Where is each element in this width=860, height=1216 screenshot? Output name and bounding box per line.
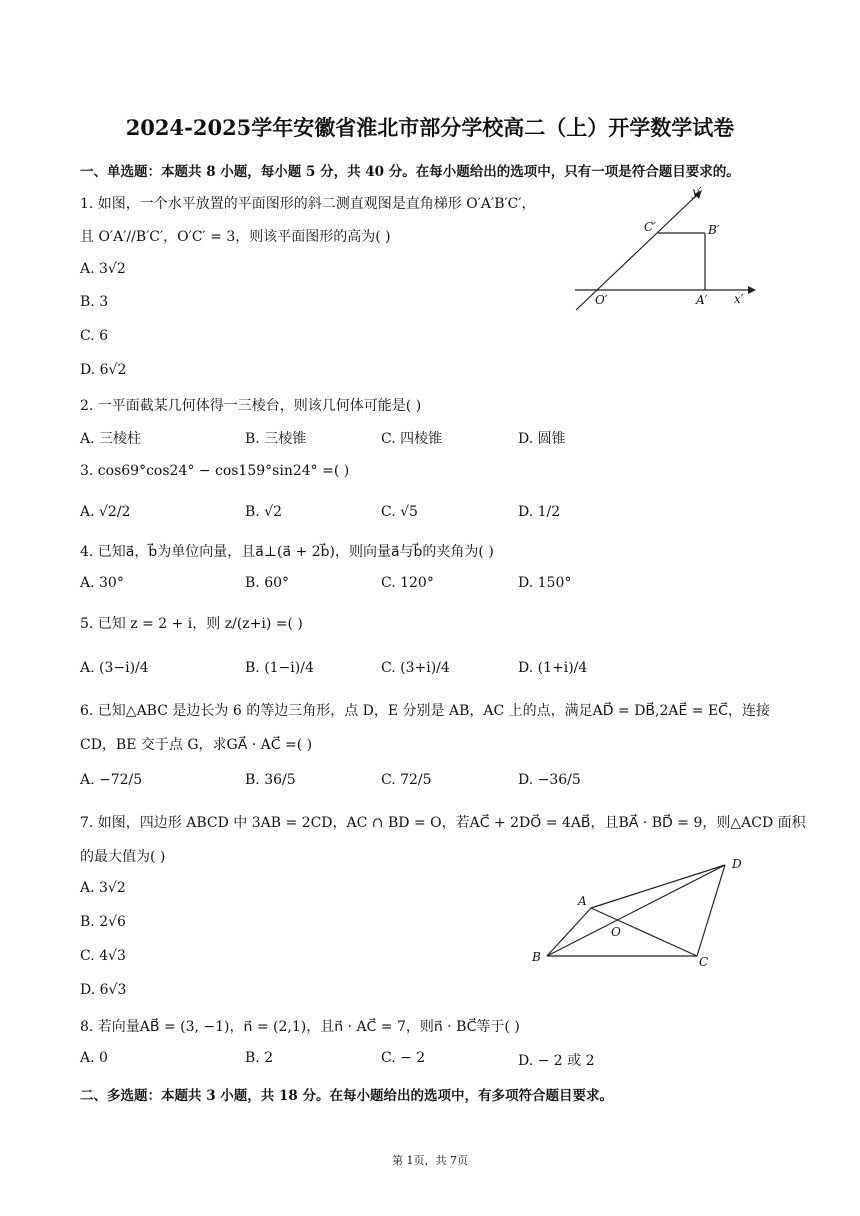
figure-quadrilateral-abcd	[525, 850, 755, 975]
question-7-line-2: 的最大值为( )	[80, 849, 166, 865]
question-6-line-1: 6. 已知△ABC 是边长为 6 的等边三角形，点 D，E 分别是 AB，AC 上的点，满足AD⃗ = DB⃗,2AE⃗ = EC⃗，连接	[80, 703, 770, 719]
question-5-option-c: C. (3+i)/4	[381, 660, 450, 676]
question-4-option-a: A. 30°	[80, 575, 124, 591]
question-6-option-a: A. −72/5	[80, 772, 143, 788]
fig2-label-o: O	[611, 925, 621, 939]
question-8-option-c: C. − 2	[381, 1050, 426, 1066]
question-6-option-d: D. −36/5	[518, 772, 581, 788]
question-7-option-d: D. 6√3	[80, 982, 127, 998]
question-1-option-c: C. 6	[80, 328, 109, 344]
page-title: 2024-2025学年安徽省淮北市部分学校高二（上）开学数学试卷	[125, 115, 735, 140]
fig2-label-d: D	[732, 857, 742, 871]
question-3-option-d: D. 1/2	[518, 504, 561, 520]
question-3-line-1: 3. cos69°cos24° − cos159°sin24° =( )	[80, 463, 350, 479]
question-2-line-1: 2. 一平面截某几何体得一三棱台，则该几何体可能是( )	[80, 398, 422, 414]
question-6-line-2: CD，BE 交于点 G，求GA⃗ · AC⃗ =( )	[80, 737, 313, 753]
question-7-line-1: 7. 如图，四边形 ABCD 中 3AB = 2CD，AC ∩ BD = O，若AC⃗ + 2DO⃗ = 4AB⃗，且BA⃗ · BD⃗ = 9，则△ACD 面积	[80, 815, 806, 831]
page-footer: 第 1页，共 7页	[392, 1154, 468, 1167]
question-3-option-a: A. √2/2	[80, 504, 131, 520]
question-5-option-a: A. (3−i)/4	[80, 660, 149, 676]
question-5-option-b: B. (1−i)/4	[245, 660, 314, 676]
fig2-label-a: A	[578, 894, 587, 908]
fig1-label-b: B′	[708, 223, 720, 237]
question-8-line-1: 8. 若向量AB⃗ = (3, −1)，n⃗ = (2,1)，且n⃗ · AC⃗ = 7，则n⃗ · BC⃗等于( )	[80, 1019, 520, 1035]
question-4-option-c: C. 120°	[381, 575, 434, 591]
question-6-option-c: C. 72/5	[381, 772, 432, 788]
figure-oblique-trapezoid	[568, 180, 758, 320]
fig2-label-b: B	[532, 950, 541, 964]
fig1-label-o: O′	[595, 293, 608, 307]
question-8-option-d: D. − 2 或 2	[518, 1053, 595, 1069]
question-1-line-2: 且 O′A′//B′C′，O′C′ = 3，则该平面图形的高为( )	[80, 229, 391, 245]
question-7-option-a: A. 3√2	[80, 880, 126, 896]
question-8-option-a: A. 0	[80, 1050, 108, 1066]
question-2-option-c: C. 四棱锥	[381, 431, 443, 447]
fig2-label-c: C	[699, 955, 709, 969]
question-2-option-a: A. 三棱柱	[80, 431, 142, 447]
question-1-option-b: B. 3	[80, 294, 109, 310]
question-1-line-1: 1. 如图，一个水平放置的平面图形的斜二测直观图是直角梯形 O′A′B′C′，	[80, 196, 536, 212]
question-3-option-b: B. √2	[245, 504, 283, 520]
question-2-option-b: B. 三棱锥	[245, 431, 307, 447]
question-5-line-1: 5. 已知 z = 2 + i，则 z/(z+i) =( )	[80, 616, 303, 632]
question-4-line-1: 4. 已知a⃗，b⃗为单位向量，且a⃗⊥(a⃗ + 2b⃗)，则向量a⃗与b⃗的夹角为( )	[80, 544, 494, 560]
question-1-option-a: A. 3√2	[80, 261, 126, 277]
section-heading-single-choice: 一、单选题：本题共 8 小题，每小题 5 分，共 40 分。在每小题给出的选项中，只有一项是符合题目要求的。	[80, 164, 740, 180]
fig1-label-x: x′	[734, 292, 744, 306]
question-6-option-b: B. 36/5	[245, 772, 296, 788]
fig1-label-y: y′	[692, 185, 702, 199]
section-heading-multiple-choice: 二、多选题：本题共 3 小题，共 18 分。在每小题给出的选项中，有多项符合题目要求。	[80, 1088, 613, 1104]
question-3-option-c: C. √5	[381, 504, 418, 520]
question-2-option-d: D. 圆锥	[518, 431, 566, 447]
question-1-option-d: D. 6√2	[80, 362, 127, 378]
question-4-option-d: D. 150°	[518, 575, 572, 591]
question-5-option-d: D. (1+i)/4	[518, 660, 588, 676]
fig1-label-a: A′	[696, 293, 708, 307]
fig1-label-c: C′	[644, 220, 656, 234]
question-8-option-b: B. 2	[245, 1050, 274, 1066]
question-7-option-c: C. 4√3	[80, 948, 126, 964]
question-4-option-b: B. 60°	[245, 575, 290, 591]
question-7-option-b: B. 2√6	[80, 914, 126, 930]
